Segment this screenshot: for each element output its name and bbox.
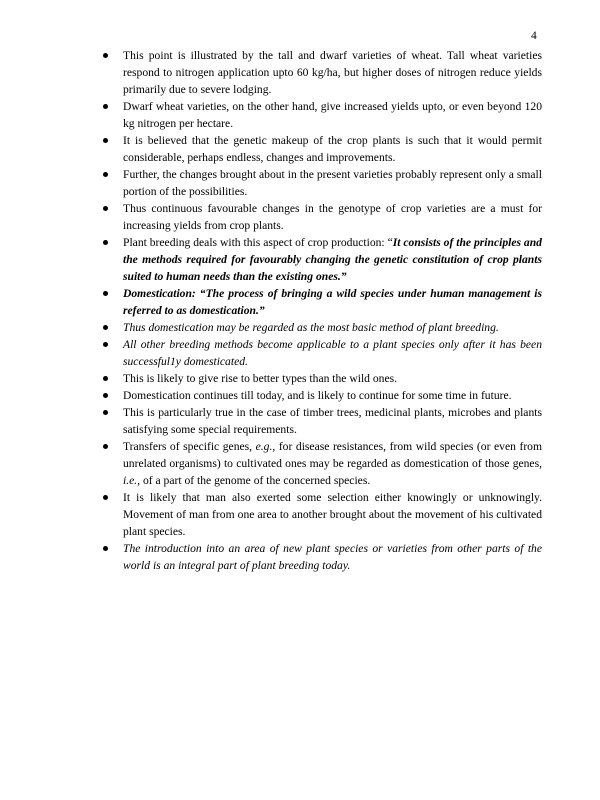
list-item-text: e.g., — [255, 440, 276, 453]
bullet-icon — [103, 393, 108, 398]
list-item-text: It is likely that man also exerted some selection either knowingly or unknowingly. Movement of man from one area to another brought about the movement of his cultivated plant species. — [123, 491, 542, 538]
list-item-text: Further, the changes brought about in the present varieties probably represent only a small portion of the possibilities. — [123, 168, 542, 198]
list-item-text: i.e., — [123, 474, 141, 487]
list-item-text: of a part of the genome of the concerned species. — [140, 474, 371, 487]
list-item — [100, 285, 542, 319]
list-item-text: Dwarf wheat varieties, on the other hand, give increased yields upto, or even beyond 120 kg nitrogen per hectare. — [123, 100, 542, 130]
bullet-icon — [103, 291, 108, 296]
list-item-text: Domestication: “The process of bringing a wild species under human management is referred to as domestication.” — [123, 287, 542, 317]
bullet-icon — [103, 53, 108, 58]
list-item — [100, 132, 542, 166]
list-item-text: It consists of the principles and the methods required for favourably changing the genetic constitution of crop plants suited to human needs than the existing ones.” — [123, 236, 542, 283]
list-item — [100, 387, 542, 404]
bullet-icon — [103, 325, 108, 330]
bullet-icon — [103, 495, 108, 500]
bullet-icon — [103, 240, 108, 245]
list-item-text: The introduction into an area of new plant species or varieties from other parts of the world is an integral part of plant breeding today. — [123, 542, 542, 572]
bullet-icon — [103, 342, 108, 347]
list-item-text: Transfers of specific genes, — [123, 440, 256, 453]
list-item-text: Thus domestication may be regarded as the most basic method of plant breeding. — [123, 321, 499, 334]
list-item — [100, 200, 542, 234]
list-item — [100, 438, 542, 489]
bullet-icon — [103, 410, 108, 415]
list-item-text: Plant breeding deals with this aspect of crop production: “ — [123, 236, 393, 249]
list-item — [100, 336, 542, 370]
list-item-text: It is believed that the genetic makeup of the crop plants is such that it would permit considerable, perhaps endless, changes and improvements. — [123, 134, 542, 164]
list-item — [100, 98, 542, 132]
bullet-icon — [103, 172, 108, 177]
list-item — [100, 47, 542, 98]
list-item — [100, 234, 542, 285]
list-item — [100, 540, 542, 574]
list-item-text: for disease resistances, from wild species (or even from unrelated organisms) to cultivated ones may be regarded as domestication of those genes, — [123, 440, 542, 470]
page-number: 4 — [531, 30, 537, 42]
list-item-text: Thus continuous favourable changes in the genotype of crop varieties are a must for increasing yields from crop plants. — [123, 202, 542, 232]
list-item — [100, 489, 542, 540]
bullet-list — [100, 47, 542, 574]
bullet-icon — [103, 546, 108, 551]
list-item-text: This is particularly true in the case of timber trees, medicinal plants, microbes and plants satisfying some special requirements. — [123, 406, 542, 436]
bullet-icon — [103, 376, 108, 381]
list-item-text: All other breeding methods become applicable to a plant species only after it has been successful1y domesticated. — [123, 338, 542, 368]
list-item-text: This is likely to give rise to better types than the wild ones. — [123, 372, 398, 385]
list-item-text: Domestication continues till today, and is likely to continue for some time in future. — [123, 389, 512, 402]
bullet-icon — [103, 104, 108, 109]
bullet-icon — [103, 206, 108, 211]
list-item — [100, 319, 542, 336]
bullet-icon — [103, 444, 108, 449]
bullet-icon — [103, 138, 108, 143]
list-item — [100, 404, 542, 438]
list-item — [100, 166, 542, 200]
list-item — [100, 370, 542, 387]
list-item-text: This point is illustrated by the tall and dwarf varieties of wheat. Tall wheat varieties respond to nitrogen application upto 60 kg/ha, but higher doses of nitrogen reduce yields primarily due to severe lodging. — [123, 49, 542, 96]
